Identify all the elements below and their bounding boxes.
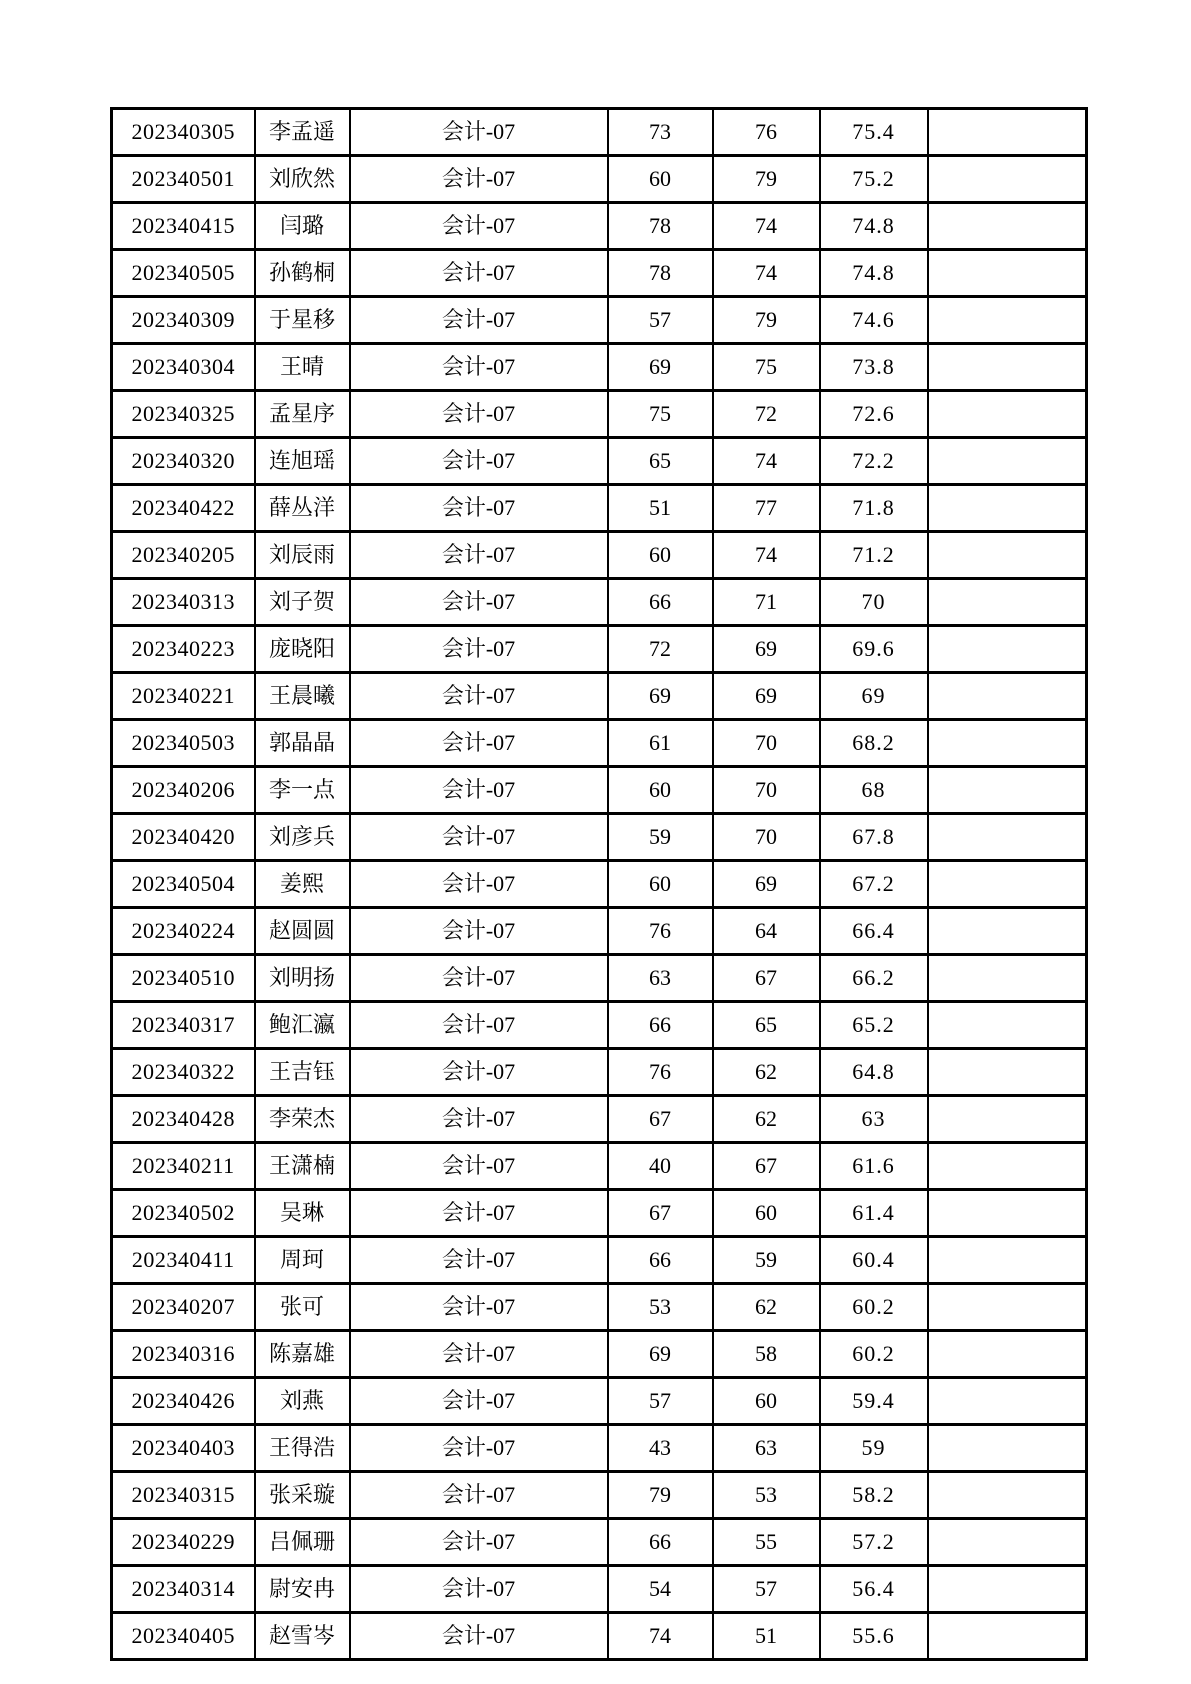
cell-student-id: 202340207 (112, 1284, 255, 1331)
cell-student-name: 吕佩珊 (255, 1519, 350, 1566)
cell-note (928, 955, 1087, 1002)
cell-class: 会计-07 (350, 861, 608, 908)
cell-score2: 67 (713, 1143, 820, 1190)
cell-student-id: 202340313 (112, 579, 255, 626)
cell-note (928, 861, 1087, 908)
table-row (112, 438, 1087, 485)
cell-final-score: 75.2 (820, 156, 928, 203)
cell-score2: 59 (713, 1237, 820, 1284)
cell-student-name: 王潇楠 (255, 1143, 350, 1190)
cell-score2: 65 (713, 1002, 820, 1049)
table-row (112, 767, 1087, 814)
cell-student-name: 刘子贺 (255, 579, 350, 626)
cell-score1: 60 (608, 861, 713, 908)
cell-note (928, 1049, 1087, 1096)
cell-student-name: 连旭瑶 (255, 438, 350, 485)
cell-student-id: 202340205 (112, 532, 255, 579)
cell-score2: 75 (713, 344, 820, 391)
cell-class: 会计-07 (350, 203, 608, 250)
cell-class: 会计-07 (350, 297, 608, 344)
cell-score1: 60 (608, 532, 713, 579)
cell-student-name: 尉安冉 (255, 1566, 350, 1613)
cell-score1: 63 (608, 955, 713, 1002)
table-row (112, 814, 1087, 861)
cell-score2: 63 (713, 1425, 820, 1472)
cell-score1: 76 (608, 1049, 713, 1096)
cell-score2: 51 (713, 1613, 820, 1660)
cell-score1: 78 (608, 203, 713, 250)
cell-note (928, 1331, 1087, 1378)
cell-class: 会计-07 (350, 1284, 608, 1331)
table-row (112, 156, 1087, 203)
cell-class: 会计-07 (350, 109, 608, 156)
cell-student-name: 李孟遥 (255, 109, 350, 156)
cell-score1: 54 (608, 1566, 713, 1613)
cell-student-name: 刘燕 (255, 1378, 350, 1425)
cell-final-score: 66.4 (820, 908, 928, 955)
table-row (112, 1096, 1087, 1143)
cell-class: 会计-07 (350, 1519, 608, 1566)
cell-note (928, 156, 1087, 203)
cell-student-id: 202340501 (112, 156, 255, 203)
cell-score1: 57 (608, 297, 713, 344)
cell-class: 会计-07 (350, 579, 608, 626)
cell-final-score: 74.6 (820, 297, 928, 344)
cell-score1: 57 (608, 1378, 713, 1425)
cell-student-name: 王晴 (255, 344, 350, 391)
cell-student-id: 202340305 (112, 109, 255, 156)
cell-class: 会计-07 (350, 1049, 608, 1096)
cell-score2: 64 (713, 908, 820, 955)
table-row (112, 1472, 1087, 1519)
cell-score2: 69 (713, 673, 820, 720)
cell-student-id: 202340426 (112, 1378, 255, 1425)
cell-final-score: 58.2 (820, 1472, 928, 1519)
cell-student-name: 鲍汇瀛 (255, 1002, 350, 1049)
table-row (112, 1331, 1087, 1378)
cell-final-score: 65.2 (820, 1002, 928, 1049)
cell-class: 会计-07 (350, 1190, 608, 1237)
cell-note (928, 1425, 1087, 1472)
cell-student-id: 202340316 (112, 1331, 255, 1378)
cell-student-id: 202340320 (112, 438, 255, 485)
table-row (112, 391, 1087, 438)
cell-class: 会计-07 (350, 1566, 608, 1613)
table-row (112, 1613, 1087, 1660)
cell-final-score: 70 (820, 579, 928, 626)
cell-final-score: 61.6 (820, 1143, 928, 1190)
cell-note (928, 814, 1087, 861)
cell-final-score: 57.2 (820, 1519, 928, 1566)
cell-final-score: 55.6 (820, 1613, 928, 1660)
cell-student-name: 刘明扬 (255, 955, 350, 1002)
table-row (112, 1378, 1087, 1425)
cell-score2: 71 (713, 579, 820, 626)
cell-class: 会计-07 (350, 250, 608, 297)
cell-final-score: 74.8 (820, 250, 928, 297)
cell-note (928, 673, 1087, 720)
cell-final-score: 72.6 (820, 391, 928, 438)
cell-final-score: 60.4 (820, 1237, 928, 1284)
cell-student-id: 202340206 (112, 767, 255, 814)
cell-score1: 69 (608, 673, 713, 720)
cell-final-score: 69 (820, 673, 928, 720)
cell-student-name: 王得浩 (255, 1425, 350, 1472)
cell-student-id: 202340304 (112, 344, 255, 391)
cell-class: 会计-07 (350, 767, 608, 814)
table-row (112, 109, 1087, 156)
cell-student-id: 202340224 (112, 908, 255, 955)
cell-class: 会计-07 (350, 1237, 608, 1284)
cell-score2: 70 (713, 814, 820, 861)
cell-class: 会计-07 (350, 391, 608, 438)
cell-student-id: 202340211 (112, 1143, 255, 1190)
cell-note (928, 908, 1087, 955)
cell-class: 会计-07 (350, 1425, 608, 1472)
cell-score1: 76 (608, 908, 713, 955)
cell-class: 会计-07 (350, 1472, 608, 1519)
cell-class: 会计-07 (350, 1002, 608, 1049)
cell-note (928, 203, 1087, 250)
cell-student-id: 202340229 (112, 1519, 255, 1566)
cell-note (928, 1519, 1087, 1566)
table-row (112, 1143, 1087, 1190)
cell-student-name: 赵圆圆 (255, 908, 350, 955)
table-row (112, 1284, 1087, 1331)
cell-score2: 79 (713, 156, 820, 203)
cell-class: 会计-07 (350, 344, 608, 391)
cell-class: 会计-07 (350, 720, 608, 767)
table-row (112, 626, 1087, 673)
cell-score2: 74 (713, 532, 820, 579)
cell-score2: 74 (713, 438, 820, 485)
cell-score2: 69 (713, 626, 820, 673)
cell-student-name: 王吉钰 (255, 1049, 350, 1096)
cell-score1: 53 (608, 1284, 713, 1331)
cell-note (928, 1378, 1087, 1425)
cell-student-name: 孙鹤桐 (255, 250, 350, 297)
cell-score1: 66 (608, 579, 713, 626)
cell-student-id: 202340325 (112, 391, 255, 438)
cell-score1: 72 (608, 626, 713, 673)
cell-final-score: 60.2 (820, 1331, 928, 1378)
cell-student-name: 姜熙 (255, 861, 350, 908)
cell-score2: 53 (713, 1472, 820, 1519)
cell-student-id: 202340322 (112, 1049, 255, 1096)
cell-student-id: 202340510 (112, 955, 255, 1002)
cell-final-score: 72.2 (820, 438, 928, 485)
table-row (112, 1566, 1087, 1613)
table-row (112, 720, 1087, 767)
cell-student-id: 202340314 (112, 1566, 255, 1613)
cell-note (928, 1096, 1087, 1143)
cell-student-name: 吴琳 (255, 1190, 350, 1237)
cell-score1: 67 (608, 1096, 713, 1143)
cell-student-id: 202340422 (112, 485, 255, 532)
cell-class: 会计-07 (350, 1613, 608, 1660)
cell-student-id: 202340405 (112, 1613, 255, 1660)
cell-student-id: 202340504 (112, 861, 255, 908)
cell-score2: 76 (713, 109, 820, 156)
cell-student-id: 202340428 (112, 1096, 255, 1143)
cell-student-name: 李荣杰 (255, 1096, 350, 1143)
cell-student-id: 202340502 (112, 1190, 255, 1237)
cell-note (928, 1190, 1087, 1237)
table-row (112, 861, 1087, 908)
cell-score2: 67 (713, 955, 820, 1002)
table-row (112, 579, 1087, 626)
cell-final-score: 56.4 (820, 1566, 928, 1613)
cell-note (928, 1143, 1087, 1190)
cell-score1: 66 (608, 1519, 713, 1566)
cell-student-id: 202340403 (112, 1425, 255, 1472)
cell-student-name: 于星移 (255, 297, 350, 344)
cell-class: 会计-07 (350, 814, 608, 861)
table-row (112, 485, 1087, 532)
cell-note (928, 720, 1087, 767)
cell-score1: 78 (608, 250, 713, 297)
cell-final-score: 64.8 (820, 1049, 928, 1096)
cell-score2: 70 (713, 767, 820, 814)
table-row (112, 955, 1087, 1002)
cell-score2: 74 (713, 203, 820, 250)
cell-score1: 66 (608, 1002, 713, 1049)
cell-score2: 60 (713, 1378, 820, 1425)
cell-final-score: 75.4 (820, 109, 928, 156)
cell-score1: 67 (608, 1190, 713, 1237)
cell-score2: 58 (713, 1331, 820, 1378)
cell-note (928, 109, 1087, 156)
cell-final-score: 63 (820, 1096, 928, 1143)
cell-final-score: 60.2 (820, 1284, 928, 1331)
cell-student-name: 孟星序 (255, 391, 350, 438)
cell-score1: 40 (608, 1143, 713, 1190)
cell-final-score: 59 (820, 1425, 928, 1472)
cell-class: 会计-07 (350, 438, 608, 485)
cell-score1: 79 (608, 1472, 713, 1519)
cell-note (928, 1237, 1087, 1284)
cell-student-name: 薛丛洋 (255, 485, 350, 532)
cell-note (928, 250, 1087, 297)
cell-score1: 65 (608, 438, 713, 485)
cell-note (928, 579, 1087, 626)
table-row (112, 908, 1087, 955)
cell-class: 会计-07 (350, 156, 608, 203)
cell-student-name: 刘辰雨 (255, 532, 350, 579)
cell-class: 会计-07 (350, 1143, 608, 1190)
cell-score1: 75 (608, 391, 713, 438)
table-row (112, 1190, 1087, 1237)
cell-score1: 69 (608, 1331, 713, 1378)
cell-student-name: 闫璐 (255, 203, 350, 250)
cell-final-score: 71.2 (820, 532, 928, 579)
cell-final-score: 67.2 (820, 861, 928, 908)
cell-student-name: 刘欣然 (255, 156, 350, 203)
table-row (112, 344, 1087, 391)
cell-score2: 62 (713, 1096, 820, 1143)
table-row (112, 297, 1087, 344)
cell-score2: 55 (713, 1519, 820, 1566)
cell-student-name: 王晨曦 (255, 673, 350, 720)
cell-score2: 77 (713, 485, 820, 532)
cell-final-score: 69.6 (820, 626, 928, 673)
cell-student-name: 郭晶晶 (255, 720, 350, 767)
cell-score1: 59 (608, 814, 713, 861)
cell-note (928, 767, 1087, 814)
cell-note (928, 485, 1087, 532)
cell-score1: 51 (608, 485, 713, 532)
cell-final-score: 59.4 (820, 1378, 928, 1425)
cell-score1: 60 (608, 156, 713, 203)
cell-student-name: 赵雪岑 (255, 1613, 350, 1660)
cell-score2: 62 (713, 1049, 820, 1096)
cell-score1: 43 (608, 1425, 713, 1472)
table-row (112, 1049, 1087, 1096)
cell-student-name: 陈嘉雄 (255, 1331, 350, 1378)
table-row (112, 203, 1087, 250)
cell-student-id: 202340221 (112, 673, 255, 720)
cell-final-score: 67.8 (820, 814, 928, 861)
cell-note (928, 297, 1087, 344)
cell-class: 会计-07 (350, 1378, 608, 1425)
table-row (112, 1002, 1087, 1049)
cell-final-score: 68.2 (820, 720, 928, 767)
cell-final-score: 71.8 (820, 485, 928, 532)
cell-final-score: 61.4 (820, 1190, 928, 1237)
table-row (112, 1519, 1087, 1566)
cell-class: 会计-07 (350, 673, 608, 720)
cell-class: 会计-07 (350, 532, 608, 579)
table-row (112, 1425, 1087, 1472)
cell-student-id: 202340315 (112, 1472, 255, 1519)
cell-class: 会计-07 (350, 908, 608, 955)
cell-score2: 70 (713, 720, 820, 767)
cell-note (928, 344, 1087, 391)
cell-student-id: 202340503 (112, 720, 255, 767)
cell-class: 会计-07 (350, 955, 608, 1002)
table-row (112, 673, 1087, 720)
cell-score2: 72 (713, 391, 820, 438)
cell-note (928, 1472, 1087, 1519)
cell-score2: 79 (713, 297, 820, 344)
cell-note (928, 438, 1087, 485)
cell-student-name: 张采璇 (255, 1472, 350, 1519)
cell-student-name: 庞晓阳 (255, 626, 350, 673)
cell-note (928, 1284, 1087, 1331)
cell-student-id: 202340411 (112, 1237, 255, 1284)
cell-score2: 57 (713, 1566, 820, 1613)
cell-student-name: 张可 (255, 1284, 350, 1331)
cell-final-score: 68 (820, 767, 928, 814)
cell-class: 会计-07 (350, 626, 608, 673)
cell-class: 会计-07 (350, 1096, 608, 1143)
cell-score2: 62 (713, 1284, 820, 1331)
score-table-body (112, 109, 1087, 1660)
cell-note (928, 1566, 1087, 1613)
cell-final-score: 74.8 (820, 203, 928, 250)
cell-student-id: 202340420 (112, 814, 255, 861)
cell-class: 会计-07 (350, 1331, 608, 1378)
score-table (110, 107, 1088, 1661)
cell-note (928, 1002, 1087, 1049)
cell-student-id: 202340415 (112, 203, 255, 250)
cell-score1: 73 (608, 109, 713, 156)
cell-score1: 66 (608, 1237, 713, 1284)
cell-score1: 60 (608, 767, 713, 814)
cell-score2: 60 (713, 1190, 820, 1237)
cell-final-score: 73.8 (820, 344, 928, 391)
cell-score1: 61 (608, 720, 713, 767)
cell-note (928, 1613, 1087, 1660)
cell-student-name: 李一点 (255, 767, 350, 814)
cell-note (928, 391, 1087, 438)
table-row (112, 1237, 1087, 1284)
cell-student-id: 202340223 (112, 626, 255, 673)
cell-student-id: 202340309 (112, 297, 255, 344)
cell-student-id: 202340317 (112, 1002, 255, 1049)
cell-score1: 74 (608, 1613, 713, 1660)
cell-score1: 69 (608, 344, 713, 391)
cell-score2: 74 (713, 250, 820, 297)
cell-note (928, 626, 1087, 673)
cell-class: 会计-07 (350, 485, 608, 532)
cell-final-score: 66.2 (820, 955, 928, 1002)
table-row (112, 532, 1087, 579)
table-row (112, 250, 1087, 297)
cell-student-name: 刘彦兵 (255, 814, 350, 861)
cell-score2: 69 (713, 861, 820, 908)
cell-student-id: 202340505 (112, 250, 255, 297)
cell-student-name: 周珂 (255, 1237, 350, 1284)
cell-note (928, 532, 1087, 579)
